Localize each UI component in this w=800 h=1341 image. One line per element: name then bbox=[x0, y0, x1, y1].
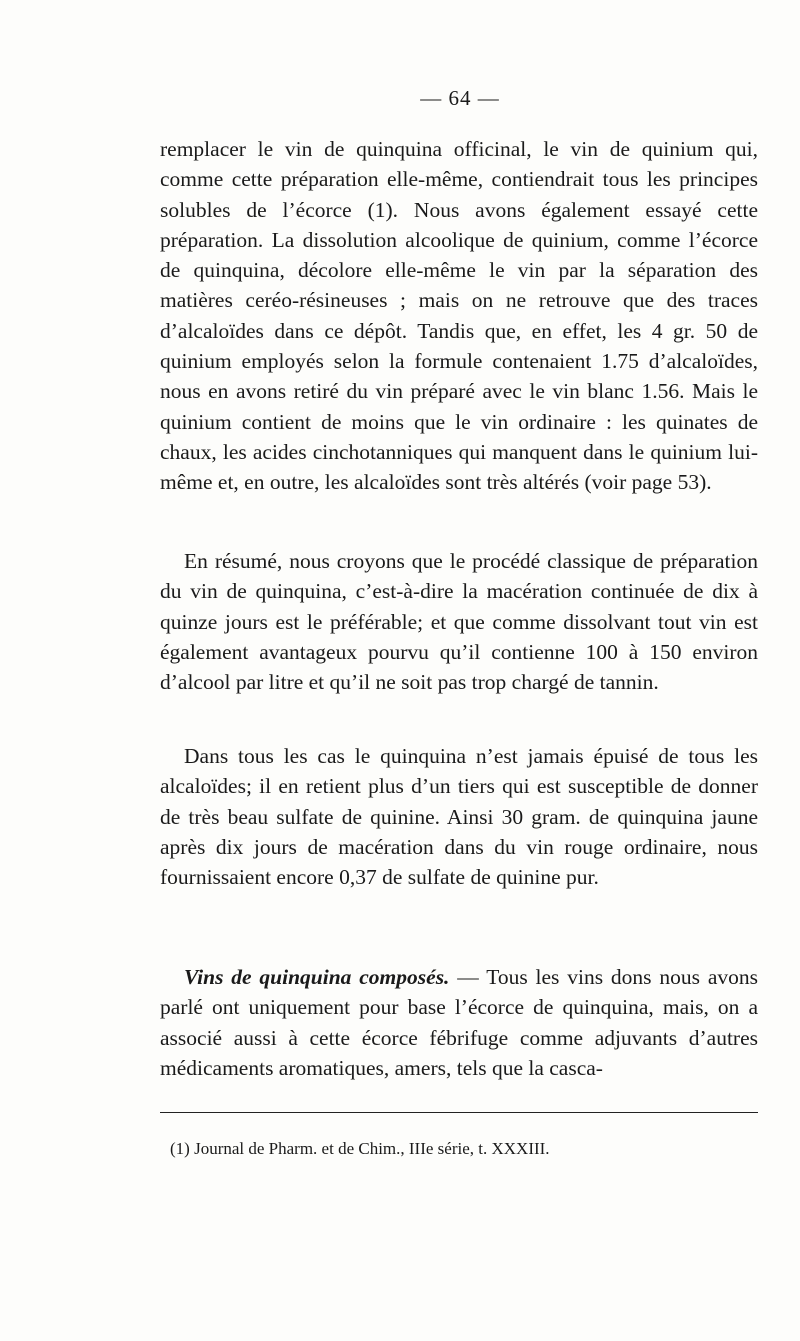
paragraph-4-text: — Tous les vins dons nous avons parlé ont uniquement pour base l’écorce de quinquina, mais, on a associé aussi à cette écorce fébrifuge comme adjuvants d’autres médicaments aromatiques, amers, tels que la casca- bbox=[160, 965, 758, 1080]
section-heading: Vins de quinquina composés. bbox=[184, 965, 450, 989]
page-number: — 64 — bbox=[420, 86, 500, 110]
footnote-divider bbox=[160, 1112, 758, 1113]
footnote: (1) Journal de Pharm. et de Chim., IIIe série, t. XXXIII. bbox=[170, 1139, 550, 1158]
paragraph-1: remplacer le vin de quinquina officinal, le vin de quinium qui, comme cette préparation elle-même, contiendrait tous les principes solubles de l’écorce (1). Nous avons également essayé cette préparation. La dissolution alcoolique de quinium, comme l’écorce de quinquina, décolore elle-même le vin par la séparation des matières ceréo-résineuses ; mais on ne retrouve que des traces d’alcaloïdes dans ce dépôt. Tandis que, en effet, les 4 gr. 50 de quinium employés selon la formule contenaient 1.75 d’alcaloïdes, nous en avons retiré du vin préparé avec le vin blanc 1.56. Mais le quinium contient de moins que le vin ordinaire : les quinates de chaux, les acides cinchotanniques qui manquent dans le quinium lui-même et, en outre, les alcaloïdes sont très altérés (voir page 53). bbox=[160, 137, 758, 495]
paragraph-2: En résumé, nous croyons que le procédé classique de préparation du vin de quinquina, c’est-à-dire la macération continuée de dix à quinze jours est le préférable; et que comme dissolvant tout vin est également avantageux pourvu qu’il contienne 100 à 150 environ d’alcool par litre et qu’il ne soit pas trop chargé de tannin. bbox=[160, 549, 758, 695]
paragraph-4 bbox=[160, 962, 758, 1083]
paragraph-3: Dans tous les cas le quinquina n’est jamais épuisé de tous les alcaloïdes; il en retient plus d’un tiers qui est susceptible de donner de très beau sulfate de quinine. Ainsi 30 gram. de quinquina jaune après dix jours de macération dans du vin rouge ordinaire, nous fournissaient encore 0,37 de sulfate de quinine pur. bbox=[160, 744, 758, 890]
